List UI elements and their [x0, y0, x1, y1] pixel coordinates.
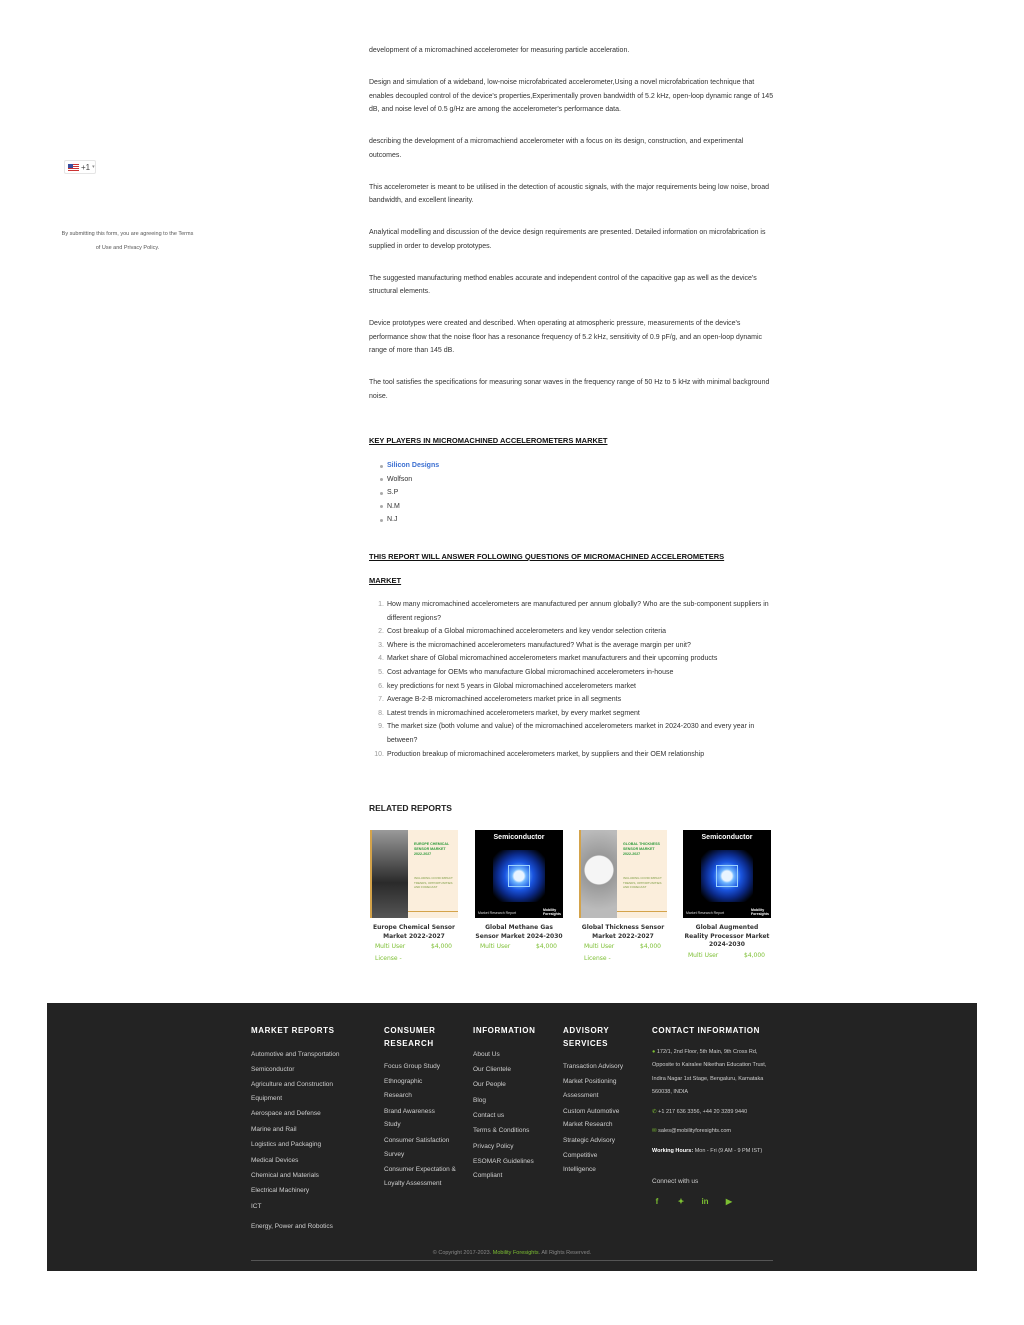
cover-title: EUROPE CHEMICAL SENSOR MARKET 2022-2027 — [414, 842, 450, 856]
footer-link[interactable]: Strategic Advisory — [563, 1136, 616, 1144]
footer-link[interactable]: Blog — [473, 1096, 487, 1104]
cover-title: Semiconductor — [493, 834, 545, 841]
footer-heading: MARKET REPORTS — [251, 1026, 335, 1035]
related-report-card[interactable] — [683, 830, 771, 962]
footer-advisory-services — [563, 1025, 641, 1178]
report-title-link[interactable]: Europe Chemical Sensor Market 2022-2027 — [372, 924, 456, 940]
cover-title: Semiconductor — [701, 834, 753, 841]
footer-link[interactable]: Competitive Intelligence — [563, 1152, 598, 1173]
paragraph: The tool satisfies the specifications for measuring sonar waves in the frequency range of 50 Hz to 5 kHz with minimal background noise. — [369, 379, 770, 400]
footer-link[interactable]: ICT — [251, 1202, 262, 1210]
copyright-suffix: . All Rights Reserved. — [538, 1250, 592, 1256]
footer-link[interactable]: Our People — [473, 1081, 506, 1089]
related-report-card[interactable] — [475, 830, 563, 953]
questions-list — [369, 598, 775, 761]
email-link[interactable]: sales@mobilityforesights.com — [658, 1128, 731, 1135]
paragraph: Design and simulation of a wideband, low-noise microfabricated accelerometer,Using a novel microfabrication technique that enables decoupled control of the device's properties,Experimentally proven bandwidth of 5.2 kHz, open-loop dynamic range of 145 dB, and noise level of 0.5 g/Hz are among the accelerometer's performance data. — [369, 79, 774, 113]
chip-icon — [701, 850, 753, 902]
footer-link[interactable]: Aerospace and Defense — [251, 1110, 321, 1118]
social-links — [652, 1196, 772, 1206]
list-item: Wolfson — [387, 473, 775, 487]
price-label: $4,000 — [536, 943, 557, 951]
list-item: Where is the micromachined accelerometers manufactured? What is the average margin per unit? — [387, 641, 691, 649]
footer-link[interactable]: Focus Group Study — [384, 1063, 440, 1070]
list-item: key predictions for next 5 years in Global micromachined accelerometers market — [387, 682, 636, 690]
list-item: The market size (both volume and value) of the micromachined accelerometers market in 2024-2030 and every year in between? — [387, 723, 755, 744]
footer-link[interactable]: Agriculture and Construction Equipment — [251, 1081, 334, 1103]
footer-link[interactable]: Our Clientele — [473, 1065, 511, 1073]
paragraph: The suggested manufacturing method enables accurate and independent control of the capacitive gap as well as the device's structural elements. — [369, 274, 757, 295]
footer-divider — [251, 1260, 773, 1261]
cover-footer: Market Research Report — [478, 911, 517, 915]
player-link-silicon-designs[interactable]: Silicon Designs — [387, 459, 775, 473]
paragraph: Analytical modelling and discussion of the device design requirements are presented. Detailed information on microfabrication is supplied in order to develop prototypes. — [369, 229, 766, 250]
footer-link[interactable]: Energy, Power and Robotics — [251, 1222, 333, 1230]
facebook-icon[interactable]: f — [655, 1196, 659, 1206]
list-item: S.P — [387, 486, 775, 500]
key-players-heading: KEY PLAYERS IN MICROMACHINED ACCELEROMETERS MARKET — [369, 435, 608, 445]
phone-code-label: +1 — [81, 162, 91, 172]
related-reports-heading: RELATED REPORTS — [369, 803, 452, 813]
footer-link[interactable]: Consumer Expectation & Loyalty Assessment — [384, 1165, 456, 1187]
cover-footer: Market Research Report — [686, 911, 725, 915]
report-cover-image[interactable] — [475, 830, 563, 918]
phone-country-select[interactable] — [64, 160, 96, 174]
footer-market-reports — [251, 1025, 371, 1235]
cover-title: GLOBAL THICKNESS SENSOR MARKET 2022-2027 — [623, 842, 660, 856]
footer-heading: ADVISORY SERVICES — [563, 1026, 610, 1048]
list-item: N.J — [387, 513, 775, 527]
list-item: N.M — [387, 500, 775, 514]
footer-link[interactable]: Brand Awareness Study — [384, 1107, 435, 1129]
footer-link[interactable]: Terms & Conditions — [473, 1127, 530, 1135]
report-title-link[interactable]: Global Augmented Reality Processor Market 2024-2030 — [684, 924, 770, 949]
brand-logo: Mobility Foresights — [543, 908, 561, 916]
report-cover-image[interactable] — [579, 830, 667, 918]
footer-link[interactable]: ESOMAR Guidelines Compliant — [473, 1158, 534, 1180]
copyright-prefix: © Copyright 2017-2023. — [432, 1250, 492, 1256]
report-cover-image[interactable] — [683, 830, 771, 918]
price-label: $4,000 — [431, 943, 452, 951]
twitter-icon[interactable]: ✦ — [677, 1196, 685, 1206]
footer-link[interactable]: Custom Automotive Market Research — [563, 1107, 620, 1129]
hours-label: Working Hours: — [652, 1148, 694, 1155]
cover-subtitle: INCLUDING COVID IMPACT TRENDS, OPPORTUNITIES AND FORECAST — [623, 876, 662, 889]
brand-link[interactable]: Mobility Foresights — [492, 1250, 539, 1256]
list-item: Production breakup of micromachined accelerometers market, by suppliers and their OEM relationship — [387, 750, 705, 758]
price-label: $4,000 — [744, 952, 765, 960]
report-title-link[interactable]: Global Methane Gas Sensor Market 2024-2030 — [475, 924, 563, 940]
footer-consumer-research — [384, 1025, 462, 1192]
list-item: Cost breakup of a Global micromachined accelerometers and key vendor selection criteria — [387, 628, 666, 636]
footer-heading: CONSUMER RESEARCH — [384, 1026, 436, 1048]
chip-icon — [493, 850, 545, 902]
brand-logo: Mobility Foresights — [751, 908, 769, 916]
footer-link[interactable]: About Us — [473, 1050, 500, 1058]
list-item: Cost advantage for OEMs who manufacture Global micromachined accelerometers in-house — [387, 668, 674, 676]
us-flag-icon — [68, 164, 79, 171]
license-label: Multi User — [688, 952, 719, 960]
paragraph: development of a micromachined accelerometer for measuring particle acceleration. — [369, 47, 630, 54]
report-title-link[interactable]: Global Thickness Sensor Market 2022-2027 — [581, 924, 665, 940]
footer-heading: INFORMATION — [473, 1026, 536, 1035]
hours-value: Mon - Fri (9 AM - 9 PM IST) — [694, 1148, 763, 1155]
footer-link[interactable]: Chemical and Materials — [251, 1172, 319, 1180]
related-report-card[interactable] — [579, 830, 667, 965]
list-item: Market share of Global micromachined accelerometers market manufacturers and their upcoming products — [387, 655, 718, 663]
address-text: 172/1, 2nd Floor, 5th Main, 9th Cross Rd, Opposite to Kairalee Nikethan Education Trust, Indira Nagar 1st Stage, Bengaluru, Karnataka 560038, INDIA — [652, 1048, 767, 1096]
footer-contact-information — [652, 1025, 772, 1206]
footer-link[interactable]: Ethnographic Research — [384, 1078, 423, 1100]
footer-link[interactable]: Contact us — [473, 1112, 505, 1120]
questions-heading-line2: MARKET — [369, 575, 402, 585]
paragraph: Device prototypes were created and described. When operating at atmospheric pressure, measurements of the device's performance show that the noise floor has a resonance frequency of 5.2 kHz, sensitivity of 0.9 pF/g, and an open-loop dynamic range of more than 145 dB. — [369, 320, 763, 354]
footer-link[interactable]: Transaction Advisory — [563, 1063, 624, 1070]
list-item: Average B-2-B micromachined accelerometers market price in all segments — [387, 696, 622, 704]
report-cover-image[interactable] — [370, 830, 458, 918]
phone-text[interactable]: +1 217 636 3356, +44 20 3289 9440 — [658, 1108, 748, 1115]
list-item: Latest trends in micromachined accelerometers market, by every market segment — [387, 709, 640, 717]
footer-link[interactable]: Logistics and Packaging — [251, 1141, 322, 1149]
price-label: $4,000 — [640, 943, 661, 951]
related-report-card[interactable] — [370, 830, 458, 965]
license-label: Multi User License - — [584, 943, 615, 963]
chevron-down-icon: ▾ — [92, 164, 95, 170]
footer-link[interactable]: Automotive and Transportation — [251, 1050, 340, 1058]
paragraph: describing the development of a micromachiend accelerometer with a focus on its design, construction, and experimental outcomes. — [369, 138, 744, 159]
questions-heading-line1: THIS REPORT WILL ANSWER FOLLOWING QUESTIONS OF MICROMACHINED ACCELEROMETERS — [369, 551, 725, 561]
linkedin-icon[interactable]: in — [701, 1196, 709, 1206]
sensor-photo — [370, 830, 408, 918]
footer-link[interactable]: Market Positioning Assessment — [563, 1078, 617, 1100]
footer-link[interactable]: Privacy Policy — [473, 1142, 514, 1150]
cover-subtitle: INCLUDING COVID IMPACT TRENDS, OPPORTUNITIES AND FORECAST — [414, 876, 453, 889]
footer-information — [473, 1025, 553, 1184]
article-body — [369, 44, 775, 761]
phone-icon: ✆ — [652, 1108, 657, 1115]
license-label: Multi User License - — [375, 943, 406, 963]
location-pin-icon: ● — [652, 1048, 656, 1055]
footer-link[interactable]: Consumer Satisfaction Survey — [384, 1136, 450, 1158]
copyright-text — [251, 1250, 773, 1256]
key-players-list — [369, 459, 775, 527]
footer-link[interactable]: Electrical Machinery — [251, 1187, 310, 1195]
footer-link[interactable]: Semiconductor — [251, 1065, 295, 1073]
license-label: Multi User — [480, 943, 511, 951]
youtube-icon[interactable]: ▶ — [725, 1196, 733, 1206]
paragraph: This accelerometer is meant to be utilised in the detection of acoustic signals, with the major requirements being low noise, broad bandwidth, and excellent linearity. — [369, 183, 769, 204]
list-item: How many micromachined accelerometers are manufactured per annum globally? Who are the sub-component suppliers in different regions? — [387, 600, 769, 622]
consent-text: By submitting this form, you are agreeing to the Terms of Use and Privacy Policy. — [61, 231, 194, 251]
connect-label: Connect with us — [652, 1177, 699, 1185]
footer-link[interactable]: Marine and Rail — [251, 1125, 297, 1133]
footer-link[interactable]: Medical Devices — [251, 1156, 299, 1164]
sensor-photo — [579, 830, 617, 918]
mail-icon: ✉ — [652, 1128, 657, 1135]
footer-heading: CONTACT INFORMATION — [652, 1026, 760, 1035]
